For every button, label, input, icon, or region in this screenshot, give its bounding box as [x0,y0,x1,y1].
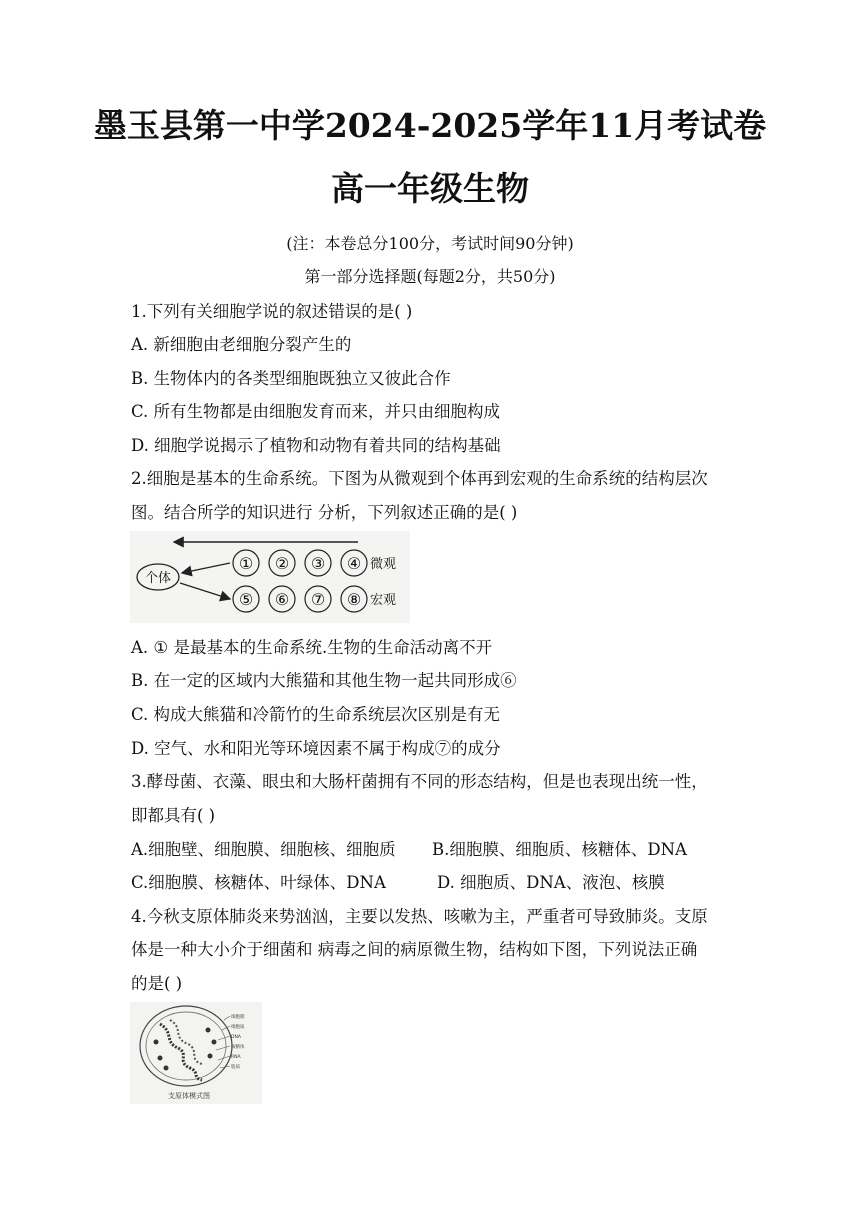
macro-label: 宏观 [370,593,397,608]
exam-subtitle: 高一年级生物 [331,169,529,208]
exam-title: 墨玉县第一中学2024-2025学年11月考试卷 [93,106,767,145]
q3-option-b: B.细胞膜、细胞质、核糖体、DNA [432,840,687,859]
q4-stem-line2: 体是一种大小介于细菌和 病毒之间的病原微生物，结构如下图，下列说法正确 [131,940,698,959]
level-3: ③ [310,554,326,573]
q1-option-b: B. 生物体内的各类型细胞既独立又彼此合作 [131,369,451,388]
label-cytoplasm: 细胞质 [231,1025,245,1030]
label-dna: DNA [231,1035,241,1040]
q1-stem: 1.下列有关细胞学说的叙述错误的是( ) [131,302,413,321]
q4-stem-line3: 的是( ) [131,974,183,993]
exam-note: (注：本卷总分100分，考试时间90分钟) [286,234,574,253]
individual-label: 个体 [144,571,172,586]
q2-stem-line1: 2.细胞是基本的生命系统。下图为从微观到个体再到宏观的生命系统的结构层次 [131,469,708,488]
q1-option-a: A. 新细胞由老细胞分裂产生的 [131,335,352,354]
figure-caption: 支原体模式图 [168,1092,210,1100]
level-7: ⑦ [310,590,326,609]
q2-option-a: A. ① 是最基本的生命系统.生物的生命活动离不开 [131,638,493,657]
level-4: ④ [346,554,362,573]
q2-stem-line2: 图。结合所学的知识进行 分析，下列叙述正确的是( ) [131,503,518,522]
q1-option-c: C. 所有生物都是由细胞发育而来，并只由细胞构成 [131,402,501,421]
q3-option-a: A.细胞壁、细胞膜、细胞核、细胞质 [131,840,396,859]
q2-option-d: D. 空气、水和阳光等环境因素不属于构成⑦的成分 [131,739,501,758]
label-membrane: 细胞膜 [231,1015,245,1020]
level-1: ① [238,554,254,573]
q1-option-d: D. 细胞学说揭示了植物和动物有着共同的结构基础 [131,436,501,455]
q4-stem-line1: 4.今秋支原体肺炎来势汹汹，主要以发热、咳嗽为主，严重者可导致肺炎。支原 [131,907,708,926]
level-6: ⑥ [274,590,290,609]
q3-stem-line2: 即都具有( ) [131,806,216,825]
level-5: ⑤ [238,590,254,609]
label-ribosome: 核糖体 [231,1045,245,1050]
micro-label: 微观 [370,557,397,572]
level-2: ② [274,554,290,573]
q3-stem-line1: 3.酵母菌、衣藻、眼虫和大肠杆菌拥有不同的形态结构，但是也表现出统一性， [131,772,708,791]
q2-option-b: B. 在一定的区域内大熊猫和其他生物一起共同形成⑥ [131,671,517,690]
life-system-levels-figure [130,531,410,623]
label-rna: RNA [231,1055,241,1060]
section-heading: 第一部分选择题(每题2分，共50分) [304,267,556,286]
q3-option-c: C.细胞膜、核糖体、叶绿体、DNA [131,873,386,892]
label-lipid: 脂质 [231,1065,240,1070]
mycoplasma-diagram [130,1002,262,1104]
level-8: ⑧ [346,590,362,609]
q3-option-d: D. 细胞质、DNA、液泡、核膜 [437,873,665,892]
q2-option-c: C. 构成大熊猫和冷箭竹的生命系统层次区别是有无 [131,705,501,724]
